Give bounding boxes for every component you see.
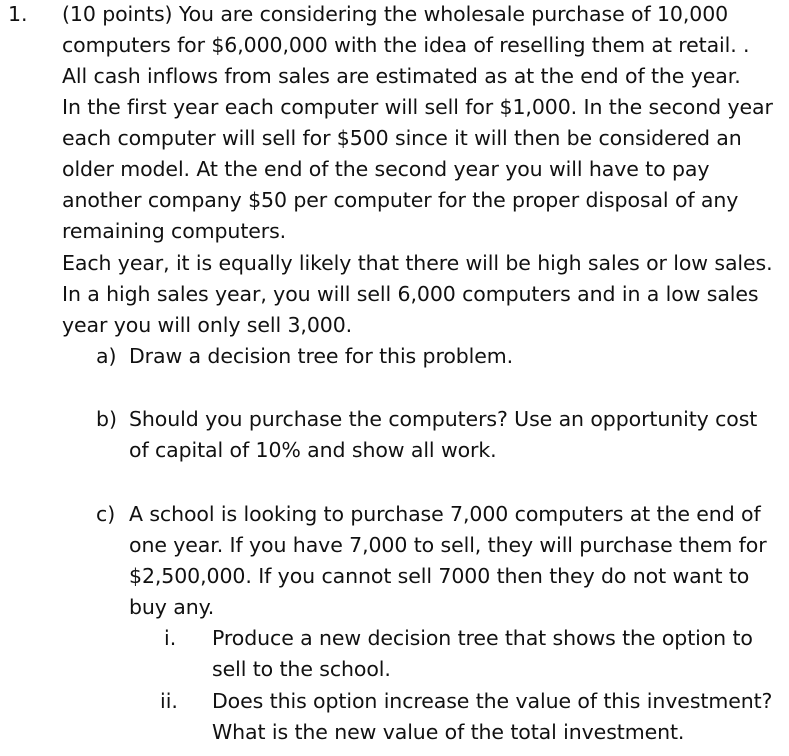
question-line-7: another company $50 per computer for the proper disposal of any: [62, 188, 739, 212]
part-c-i-line-2: sell to the school.: [212, 657, 391, 681]
question-line-10: In a high sales year, you will sell 6,000 computers and in a low sales: [62, 282, 759, 306]
question-line-2: computers for $6,000,000 with the idea of reselling them at retail. .: [62, 33, 750, 57]
question-line-3: All cash inflows from sales are estimated as at the end of the year.: [62, 64, 741, 88]
question-line-8: remaining computers.: [62, 219, 287, 243]
question-line-5: each computer will sell for $500 since it will then be considered an: [62, 126, 742, 150]
question-line-6: older model. At the end of the second year you will have to pay: [62, 157, 710, 181]
part-b-line-1: Should you purchase the computers? Use an opportunity cost: [129, 407, 758, 431]
part-c-line-4: buy any.: [129, 595, 215, 619]
part-b-marker: b): [96, 407, 118, 431]
part-c-line-3: $2,500,000. If you cannot sell 7000 then they do not want to: [129, 564, 750, 588]
question-number: 1.: [8, 2, 28, 26]
part-c-i-marker: i.: [164, 626, 177, 650]
question-line-9: Each year, it is equally likely that there will be high sales or low sales.: [62, 251, 773, 275]
question-line-1: (10 points) You are considering the wholesale purchase of 10,000: [62, 2, 729, 26]
part-c-i-line-1: Produce a new decision tree that shows the option to: [212, 626, 753, 650]
question-line-11: year you will only sell 3,000.: [62, 313, 353, 337]
part-c-marker: c): [96, 502, 116, 526]
part-c-ii-line-2: What is the new value of the total investment.: [212, 720, 685, 744]
part-b-line-2: of capital of 10% and show all work.: [129, 438, 497, 462]
part-c-ii-marker: ii.: [160, 689, 178, 713]
part-a-line-1: Draw a decision tree for this problem.: [129, 344, 514, 368]
part-a-marker: a): [96, 344, 117, 368]
question-line-4: In the first year each computer will sell for $1,000. In the second year: [62, 95, 773, 119]
part-c-line-2: one year. If you have 7,000 to sell, they will purchase them for: [129, 533, 767, 557]
part-c-line-1: A school is looking to purchase 7,000 computers at the end of: [129, 502, 761, 526]
part-c-ii-line-1: Does this option increase the value of this investment?: [212, 689, 773, 713]
